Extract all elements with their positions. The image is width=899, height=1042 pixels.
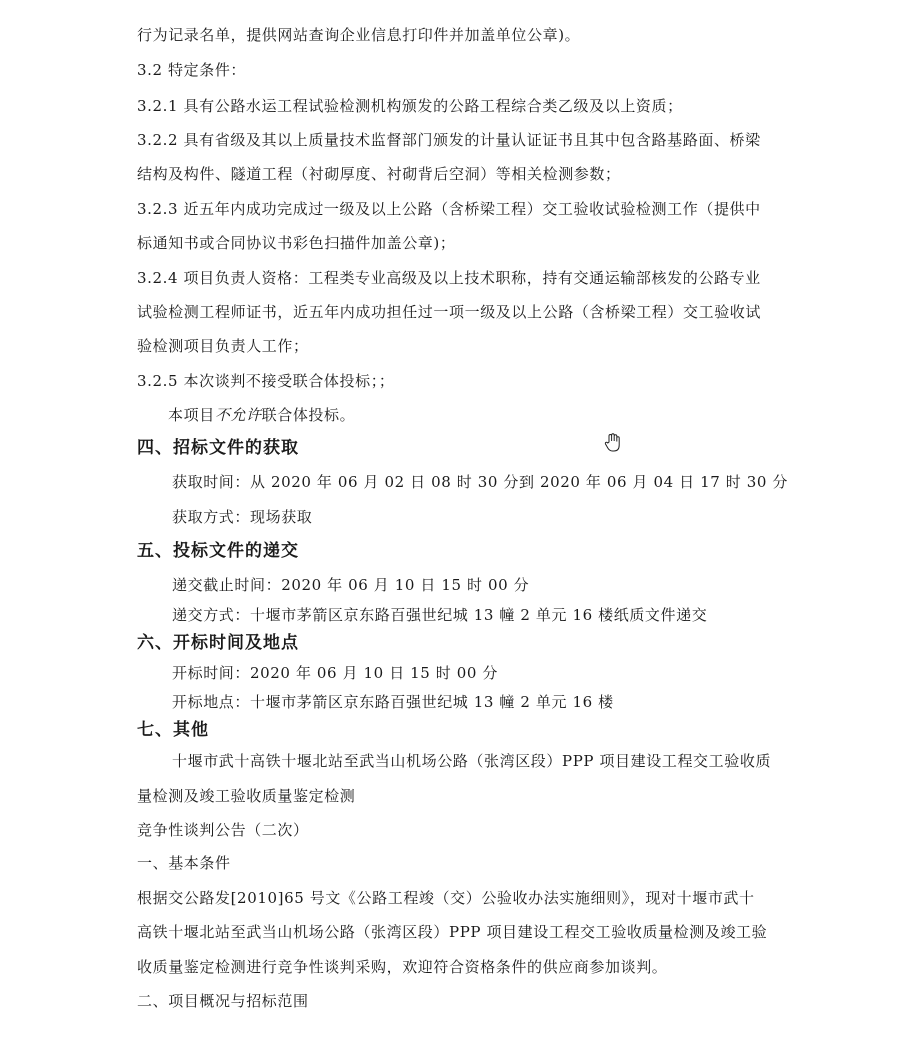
italic-text-span: 不允许 bbox=[214, 406, 262, 424]
text-line: 行为记录名单，提供网站查询企业信息打印件并加盖单位公章)。 bbox=[137, 26, 581, 44]
text-line: 标通知书或合同协议书彩色扫描件加盖公章)； bbox=[137, 234, 456, 252]
text-line: 收质量鉴定检测进行竞争性谈判采购，欢迎符合资格条件的供应商参加谈判。 bbox=[137, 958, 668, 976]
text-span: 联合体投标。 bbox=[261, 406, 356, 424]
text-line: 竞争性谈判公告（二次） bbox=[137, 821, 309, 839]
text-line: 3.2 特定条件： bbox=[137, 61, 247, 79]
text-line: 根据交公路发[2010]65 号文《公路工程竣（交）公验收办法实施细则》，现对十堰市武十 bbox=[137, 889, 755, 907]
section-heading: 四、招标文件的获取 bbox=[137, 438, 299, 458]
text-line: 3.2.3 近五年内成功完成过一级及以上公路（含桥梁工程）交工验收试验检测工作（提供中 bbox=[137, 200, 761, 218]
text-line: 开标地点：十堰市茅箭区京东路百强世纪城 13 幢 2 单元 16 楼 bbox=[172, 693, 614, 711]
text-line: 获取时间：从 2020 年 06 月 02 日 08 时 30 分到 2020 年 06 月 04 日 17 时 30 分 bbox=[172, 473, 789, 491]
text-line: 一、基本条件 bbox=[137, 854, 231, 872]
text-line: 3.2.2 具有省级及其以上质量技术监督部门颁发的计量认证证书且其中包含路基路面、桥梁 bbox=[137, 131, 761, 149]
text-line: 递交截止时间：2020 年 06 月 10 日 15 时 00 分 bbox=[172, 576, 530, 594]
text-line: 量检测及竣工验收质量鉴定检测 bbox=[137, 787, 356, 805]
text-line: 3.2.5 本次谈判不接受联合体投标；； bbox=[137, 372, 395, 390]
text-line: 开标时间：2020 年 06 月 10 日 15 时 00 分 bbox=[172, 664, 499, 682]
text-line bbox=[168, 405, 355, 425]
text-span: 本项目 bbox=[168, 406, 215, 424]
hand-cursor-icon bbox=[604, 433, 622, 453]
text-line: 试验检测工程师证书，近五年内成功担任过一项一级及以上公路（含桥梁工程）交工验收试 bbox=[137, 303, 762, 321]
text-line: 3.2.4 项目负责人资格：工程类专业高级及以上技术职称，持有交通运输部核发的公路专业 bbox=[137, 269, 761, 287]
section-heading: 七、其他 bbox=[137, 720, 209, 740]
text-line: 验检测项目负责人工作； bbox=[137, 337, 309, 355]
section-heading: 六、开标时间及地点 bbox=[137, 633, 299, 653]
text-line: 递交方式：十堰市茅箭区京东路百强世纪城 13 幢 2 单元 16 楼纸质文件递交 bbox=[172, 606, 708, 624]
text-line: 高铁十堰北站至武当山机场公路（张湾区段）PPP 项目建设工程交工验收质量检测及竣工验 bbox=[137, 923, 768, 941]
text-line: 二、项目概况与招标范围 bbox=[137, 992, 309, 1010]
section-heading: 五、投标文件的递交 bbox=[137, 541, 299, 561]
text-line: 3.2.1 具有公路水运工程试验检测机构颁发的公路工程综合类乙级及以上资质； bbox=[137, 97, 683, 115]
text-line: 十堰市武十高铁十堰北站至武当山机场公路（张湾区段）PPP 项目建设工程交工验收质 bbox=[172, 752, 772, 770]
text-line: 结构及构件、隧道工程（衬砌厚度、衬砌背后空洞）等相关检测参数； bbox=[137, 165, 621, 183]
text-line: 获取方式：现场获取 bbox=[172, 508, 313, 526]
